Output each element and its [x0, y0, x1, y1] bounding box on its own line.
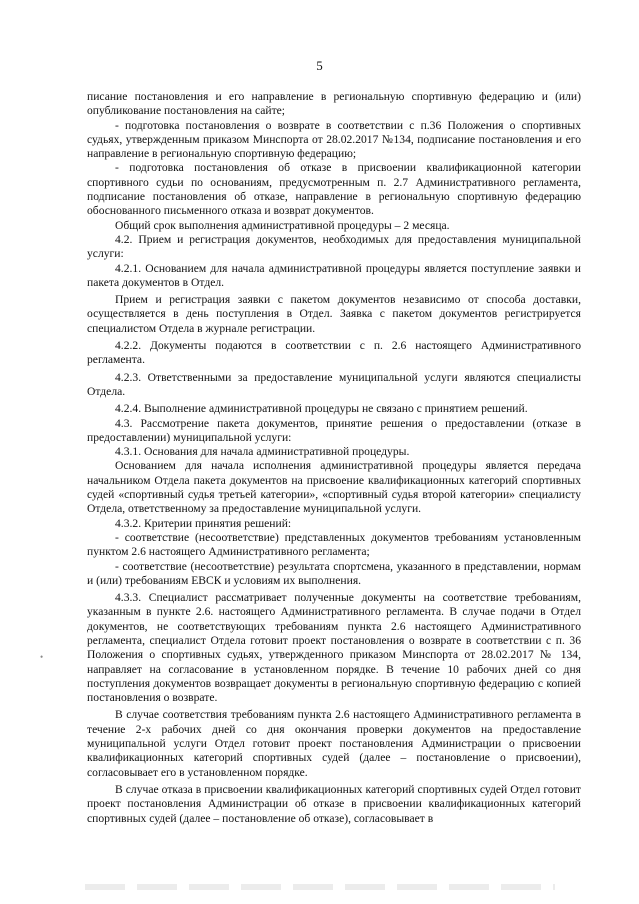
- paragraph: 4.3.1. Основания для начала административной процедуры.: [115, 445, 410, 459]
- paragraph: 4.3.3. Специалист рассматривает полученные документы на соответствие требованиям, указанным в пункте 2.6. настоящего Административного регламента. В случае подачи в Отдел документов, не соответствующих требованиям пункта 2.6 настоящего Административного регламента, специалист Отдела готовит проект постановления о возврате в соответствии с п. 36 Положения о спортивных судьях, утвержденного приказом Минспорта от 28.02.2017 № 134, направляет на согласование в установленном порядке. В течение 10 рабочих дней со дня поступления документов возвращает документы в региональную спортивную федерацию с копией постановления о возврате.: [87, 591, 581, 705]
- paragraph: 4.2.3. Ответственными за предоставление муниципальной услуги являются специалисты Отдела.: [87, 370, 581, 398]
- paragraph: - подготовка постановления о возврате в соответствии с п.36 Положения о спортивных судьях, утвержденным приказом Минспорта от 28.02.2017 №134, подписание постановления и его направление в региональную спортивную федерацию;: [87, 118, 581, 161]
- paragraph: Прием и регистрация заявки с пакетом документов независимо от способа доставки, осуществляется в день поступления в Отдел. Заявка с пакетом документов регистрируется специалистом Отдела в журнале регистрации.: [87, 293, 581, 335]
- document-body: [87, 90, 581, 826]
- paragraph: Основанием для начала исполнения административной процедуры является передача начальником Отдела пакета документов на присвоение квалификационных категорий спортивных судей «спортивный судья третьей категории», «спортивный судья второй категории» специалисту Отдела, ответственному за предоставление муниципальной услуги.: [87, 459, 581, 516]
- paragraph: 4.3. Рассмотрение пакета документов, принятие решения о предоставлении (отказе в предоставлении) муниципальной услуги:: [87, 416, 581, 444]
- page-number: 5: [316, 58, 323, 73]
- paragraph: - подготовка постановления об отказе в присвоении квалификационной категории спортивного судьи по основаниям, предусмотренным п. 2.7 Административного регламента, подписание постановления об отказе, направление в региональную спортивную федерацию обоснованного письменного отказа и возврат документов.: [87, 161, 581, 218]
- paragraph: В случае соответствия требованиям пункта 2.6 настоящего Административного регламента в течение 2-х рабочих дней со дня окончания проверки документов на предоставление муниципальной услуги Отдел готовит проект постановления Администрации о присвоении квалификационных категорий спортивных судей (далее – постановление о присвоении), согласовывает его в установленном порядке.: [87, 708, 581, 779]
- paragraph: 4.2. Прием и регистрация документов, необходимых для предоставления муниципальной услуги:: [87, 232, 581, 261]
- paragraph: 4.2.2. Документы подаются в соответствии с п. 2.6 настоящего Административного регламента.: [87, 339, 581, 367]
- scan-mark: •: [40, 652, 44, 662]
- paragraph: - соответствие (несоответствие) результата спортсмена, указанного в представлении, нормам и (или) требованиям ЕВСК и условиям их выполнения.: [87, 559, 581, 587]
- scan-footer-artifact: [85, 884, 555, 890]
- paragraph: Общий срок выполнения административной процедуры – 2 месяца.: [115, 218, 450, 232]
- paragraph: писание постановления и его направление в региональную спортивную федерацию и (или) опубликование постановления на сайте;: [87, 90, 581, 118]
- paragraph: 4.3.2. Критерии принятия решений:: [115, 516, 292, 530]
- paragraph: В случае отказа в присвоении квалификационных категорий спортивных судей Отдел готовит проект постановления Администрации об отказе в присвоении квалификационных категорий спортивных судей (далее – постановление об отказе), согласовывает в: [87, 782, 581, 825]
- paragraph: 4.2.4. Выполнение административной процедуры не связано с принятием решений.: [115, 402, 528, 416]
- paragraph: - соответствие (несоответствие) представленных документов требованиям установленным пунктом 2.6 настоящего Административного регламента;: [87, 530, 581, 559]
- paragraph: 4.2.1. Основанием для начала административной процедуры является поступление заявки и пакета документов в Отдел.: [87, 261, 581, 289]
